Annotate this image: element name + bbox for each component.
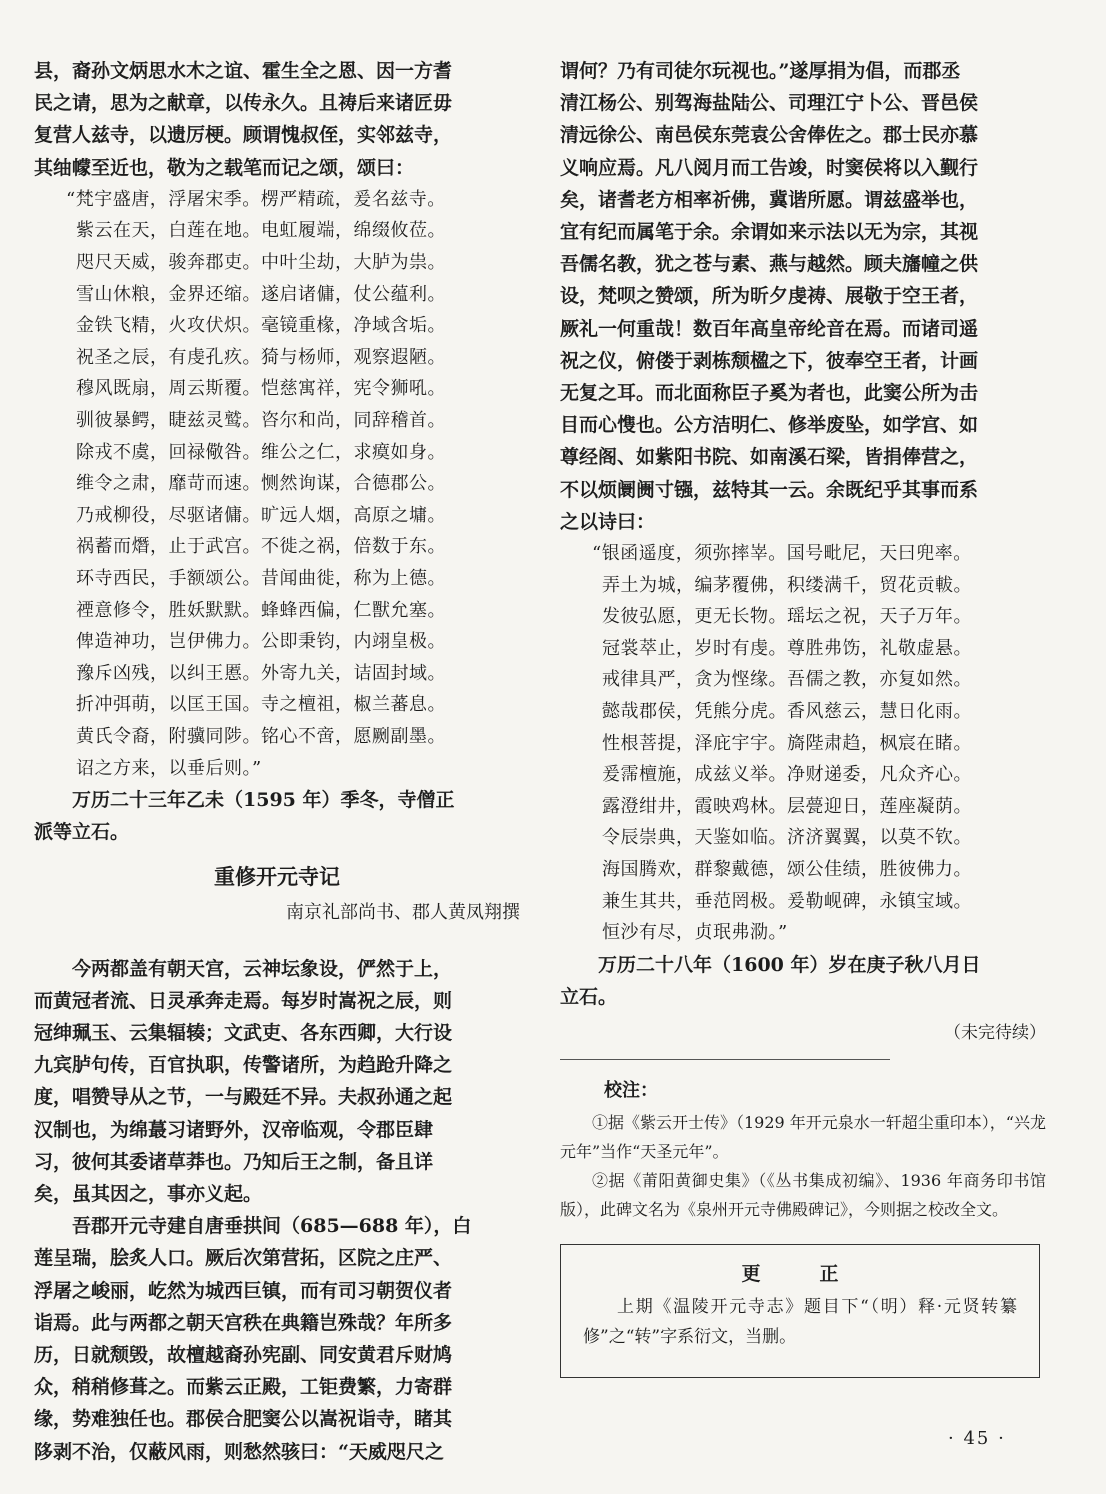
text-line: 习，彼何其委诸草莽也。乃知后王之制，备且详 — [34, 1150, 434, 1173]
text-line: 厥礼一何重哉！数百年高皇帝纶音在焉。而诸司遥 — [560, 317, 979, 340]
verse-line: 环寺西民，手额颂公。昔闻曲徙，称为上德。 — [76, 567, 446, 589]
article-title: 重修开元寺记 — [214, 864, 340, 889]
text-line: 历，日就颓毁，故檀越裔孙宪副、同安黄君斥财鸠 — [34, 1343, 453, 1366]
notes-title: 校注： — [604, 1080, 658, 1102]
text-line: 众，稍稍修葺之。而紫云正殿，工钜费繁，力寄群 — [34, 1376, 453, 1399]
left-para-2 — [34, 784, 520, 848]
verse-line: 紫云在天，白莲在地。电虹履端，绵缀攸莅。 — [76, 220, 446, 242]
verse-line: 露澄绀井，霞映鸡林。层甍迎日，莲座凝荫。 — [602, 795, 972, 817]
article-byline: 南京礼部尚书、郡人黄凤翔撰 — [286, 901, 520, 923]
left-column — [34, 55, 520, 1468]
page-number: · 45 · — [948, 1428, 1006, 1449]
verse-line: “梵宇盛唐，浮屠宋季。楞严精疏，爰名兹寺。 — [66, 188, 446, 210]
verse-line: 令辰崇典，天鉴如临。济济翼翼，以莫不钦。 — [602, 827, 972, 849]
divider — [560, 1059, 890, 1060]
to-be-continued: （未完待续） — [944, 1023, 1046, 1044]
left-para-3 — [34, 953, 520, 1211]
text-line: 莲呈瑞，脍炙人口。厥后次第营拓，区院之庄严、 — [34, 1247, 453, 1270]
verse-line: 性根菩提，泽庇宇宇。旖陛肃趋，枫宸在睹。 — [602, 732, 972, 754]
text-line: 万历二十三年乙未（1595 年）季冬，寺僧正 — [72, 789, 455, 812]
text-line: 之以诗曰： — [560, 510, 656, 533]
verse-line: 懿哉郡侯，凭熊分虎。香风慈云，慧日化雨。 — [602, 701, 972, 723]
text-line: 九宾胪句传，百官执职，传警诸所，为趋跄升降之 — [34, 1054, 453, 1077]
text-line: 复营人兹寺，以遗厉梗。顾谓愧叔侄，实邻兹寺， — [34, 124, 453, 147]
right-para-2 — [560, 949, 1046, 1013]
text-line: 万历二十八年（1600 年）岁在庚子秋八月日 — [598, 953, 981, 976]
poem-verse — [560, 538, 1046, 949]
verse-line: “银函遥度，须弥摔峷。国号毗尼，天曰兜率。 — [592, 543, 972, 565]
text-line: 宜有纪而属笔于余。余谓如来示法以无为宗，其视 — [560, 221, 979, 244]
verse-line: 维令之肃，靡苛而速。恻然询谋，合德郡公。 — [76, 473, 446, 495]
text-line: 其䌷幪至近也，敬为之载笔而记之颂，颂曰： — [34, 156, 415, 179]
text-line: 诣焉。此与两都之朝天宫秩在典籍岂殊哉？年所多 — [34, 1311, 453, 1334]
right-column — [560, 55, 1046, 1224]
text-line: 尊经阁、如紫阳书院、如南溪石梁，皆捐俸营之， — [560, 446, 979, 469]
verse-line: 发彼弘愿，更无长物。瑶坛之祝，天子万年。 — [602, 606, 972, 628]
verse-line: 驯彼暴鳄，睫兹灵鹫。咨尔和尚，同辞稽首。 — [76, 409, 446, 431]
text-line: 无复之耳。而北面称臣子奚为者也，此窦公所为击 — [560, 382, 979, 405]
verse-line: 冠裳萃止，岁时有虔。尊胜弗饬，礼敬虚悬。 — [602, 637, 972, 659]
text-line: 缘，势难独任也。郡侯合肥窦公以嵩祝诣寺，睹其 — [34, 1408, 453, 1431]
text-line: 度，唱赞导从之节，一与殿廷不异。夫叔孙通之起 — [34, 1086, 453, 1109]
correction-text: 上期《温陵开元寺志》题目下“（明）释·元贤转纂修”之“转”字系衍文，当删。 — [583, 1297, 1018, 1347]
text-line: 民之请，思为之献章，以传永久。且祷后来诸匠毋 — [34, 92, 453, 115]
verse-line: 俾造神功，岂伊佛力。公即秉钧，内翊皇极。 — [76, 631, 446, 653]
correction-title: 更 正 — [741, 1263, 859, 1285]
verse-line: 雪山休粮，金界还缩。遂启诸傭，仗公蕴利。 — [76, 283, 446, 305]
left-para-4 — [34, 1210, 520, 1468]
note-item: ①据《紫云开士传》（1929 年开元泉水一轩超尘重印本），“兴龙元年”当作“天圣元年”。 — [560, 1113, 1046, 1162]
verse-line: 咫尺天威，骏奔郡吏。中叶尘劫，大胪为祟。 — [76, 252, 446, 273]
text-line: 祝之仪，俯偻于剥栋颓楹之下，彼奉空王者，计画 — [560, 349, 979, 372]
text-line: 谓何？乃有司徒尔玩视也。”遂厚捐为倡，而郡丞 — [560, 60, 961, 82]
text-line: 设，梵呗之赞颂，所为昕夕虔祷、展敬于空王者， — [560, 285, 979, 308]
verse-line: 海国腾欢，群黎戴德，颂公佳绩，胜彼佛力。 — [602, 858, 972, 880]
text-line: 义响应焉。凡八阅月而工告竣，时窦侯将以入觐行 — [560, 156, 979, 179]
text-line: 陊剥不治，仅蔽风雨，则愁然骇曰：“天威咫尺之 — [34, 1440, 444, 1463]
hymn-verse — [34, 184, 520, 784]
verse-line: 除戎不虞，回禄儆咎。维公之仁，求瘼如身。 — [76, 441, 446, 463]
text-line: 派等立石。 — [34, 821, 130, 844]
text-line: 今两都盖有朝天宫，云神坛象设，俨然于上， — [72, 957, 453, 980]
correction-box — [560, 1244, 1040, 1378]
verse-line: 恒沙有尽，贞珉弗泐。” — [602, 922, 788, 944]
verse-line: 穆风既扇，周云斯覆。恺慈寓祥，宪令狮吼。 — [76, 378, 446, 400]
verse-line: 祸蓄而熸，止于武宫。不徙之祸，倍数于东。 — [76, 536, 446, 558]
text-line: 清江杨公、别驾海盐陆公、司理江宁卜公、晋邑侯 — [560, 92, 979, 115]
verse-line: 折冲弭萌，以匡王国。寺之檀祖，椒兰蕃息。 — [76, 694, 446, 716]
text-line: 目而心愯也。公方洁明仁、修举废坠，如学宫、如 — [560, 414, 979, 437]
text-line: 不以烦阛阓寸镪，兹特其一云。余既纪乎其事而系 — [560, 478, 979, 501]
text-line: 矣，诸耆老方相率祈佛，冀谐所愿。谓兹盛举也， — [560, 188, 979, 211]
verse-line: 豫斥凶残，以纠王慝。外寄九关，诘固封域。 — [76, 662, 446, 684]
verse-line: 金铁飞精，火攻伏炽。毫镜重椽，净域含垢。 — [76, 315, 446, 337]
text-line: 县，裔孙文炳思水木之谊、霍生全之恩、因一方耆 — [34, 60, 453, 82]
text-line: 而黄冠者流、日灵承奔走焉。每岁时嵩祝之辰，则 — [34, 989, 453, 1012]
verse-line: 诏之方来，以垂后则。” — [76, 757, 262, 779]
verse-line: 爰霈檀施，成兹义举。净财递委，凡众齐心。 — [602, 764, 972, 786]
text-line: 吾儒名教，犹之苍与素、燕与越然。顾夫旛幢之供 — [560, 253, 979, 276]
verse-line: 禋意修令，胜妖默默。蜂蜂西偏，仁獸允塞。 — [76, 599, 446, 621]
text-line: 立石。 — [560, 985, 618, 1008]
verse-line: 黄氏令裔，附骥同陟。铭心不啻，愿劂副墨。 — [76, 725, 446, 747]
text-line: 矣，虽其因之，事亦义起。 — [34, 1182, 263, 1205]
verse-line: 戒律具严，贪为悭缘。吾儒之教，亦复如然。 — [602, 669, 972, 691]
verse-line: 弄土为城，编茅覆佛，积缕满千，贸花贡軷。 — [602, 574, 972, 596]
text-line: 清远徐公、南邑侯东莞袁公舍俸佐之。郡士民亦慕 — [560, 124, 979, 147]
verse-line: 兼生其共，垂范罔极。爰勒岘碑，永镇宝域。 — [602, 890, 972, 912]
text-line: 浮屠之峻丽，屹然为城西巨镇，而有司习朝贺仪者 — [34, 1279, 453, 1302]
note-item: ②据《莆阳黄御史集》（《丛书集成初编》、1936 年商务印书馆版），此碑文名为《泉州开元寺佛殿碑记》，今则据之校改全文。 — [560, 1171, 1046, 1220]
text-line: 吾郡开元寺建自唐垂拱间（685—688 年），白 — [72, 1215, 472, 1238]
text-line: 汉制也，为绵蕞习诸野外，汉帝临观，令郡臣肆 — [34, 1118, 434, 1141]
verse-line: 乃戒柳役，尽驱诸傭。旷远人烟，高原之墉。 — [76, 504, 446, 526]
left-para-1 — [34, 55, 520, 184]
right-para-1 — [560, 55, 1046, 538]
verse-line: 祝圣之辰，有虔孔疚。猗与杨师，观察遐陋。 — [76, 346, 446, 368]
text-line: 冠绅珮玉、云集辐辏；文武吏、各东西卿，大行设 — [34, 1021, 453, 1044]
